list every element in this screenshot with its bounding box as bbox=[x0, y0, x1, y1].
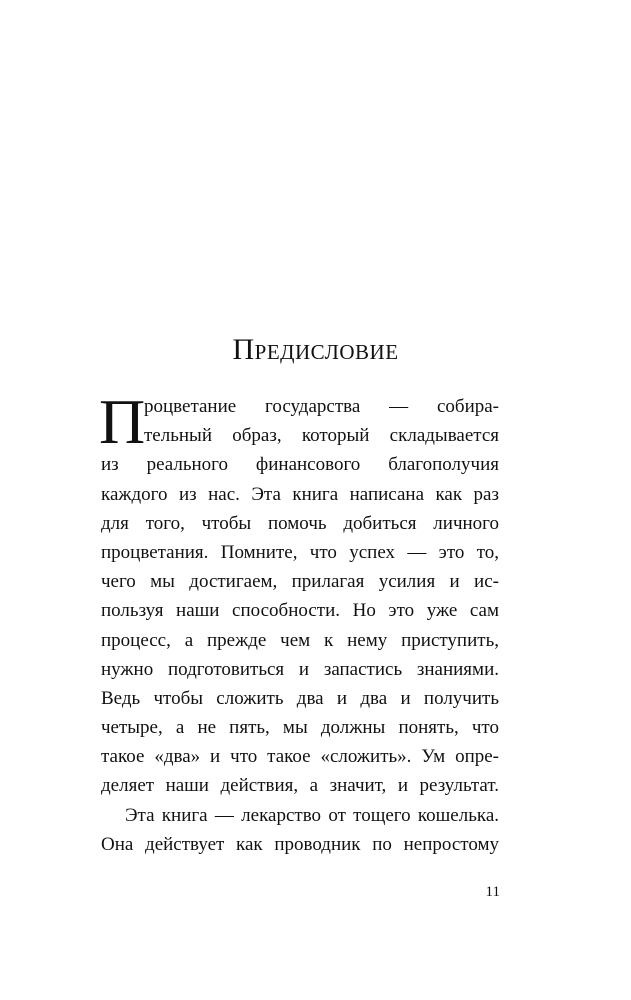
text-line: роцветание государства — собира- bbox=[144, 396, 499, 417]
text-line: из реального финансового благополучия bbox=[101, 454, 499, 476]
text-line: тельный образ, который складывается bbox=[144, 425, 499, 447]
text-line: каждого из нас. Эта книга написана как раз bbox=[101, 483, 499, 505]
text-line: нужно подготовиться и запастись знаниями. bbox=[101, 658, 499, 680]
drop-cap: П bbox=[99, 386, 146, 457]
text-line: для того, чтобы помочь добиться личного bbox=[101, 512, 499, 534]
text-line: процветания. Помните, что успех — это то, bbox=[101, 541, 499, 563]
text-line: пользуя наши способности. Но это уже сам bbox=[101, 600, 499, 622]
text-line: чего мы достигаем, прилагая усилия и ис- bbox=[101, 571, 499, 593]
text-line: Эта книга — лекарство от тощего кошелька. bbox=[125, 804, 499, 826]
text-line: Она действует как проводник по непростому bbox=[101, 833, 499, 855]
text-line: процесс, а прежде чем к нему приступить, bbox=[101, 629, 499, 651]
text-line: четыре, а не пять, мы должны понять, что bbox=[101, 717, 499, 739]
text-line: деляет наши действия, а значит, и результат. bbox=[101, 775, 499, 797]
page-number: 11 bbox=[485, 884, 500, 900]
body-text bbox=[99, 386, 499, 859]
text-line: такое «два» и что такое «сложить». Ум опре- bbox=[101, 746, 499, 768]
chapter-title: Предисловие bbox=[232, 333, 399, 366]
text-line: Ведь чтобы сложить два и два и получить bbox=[101, 687, 499, 709]
